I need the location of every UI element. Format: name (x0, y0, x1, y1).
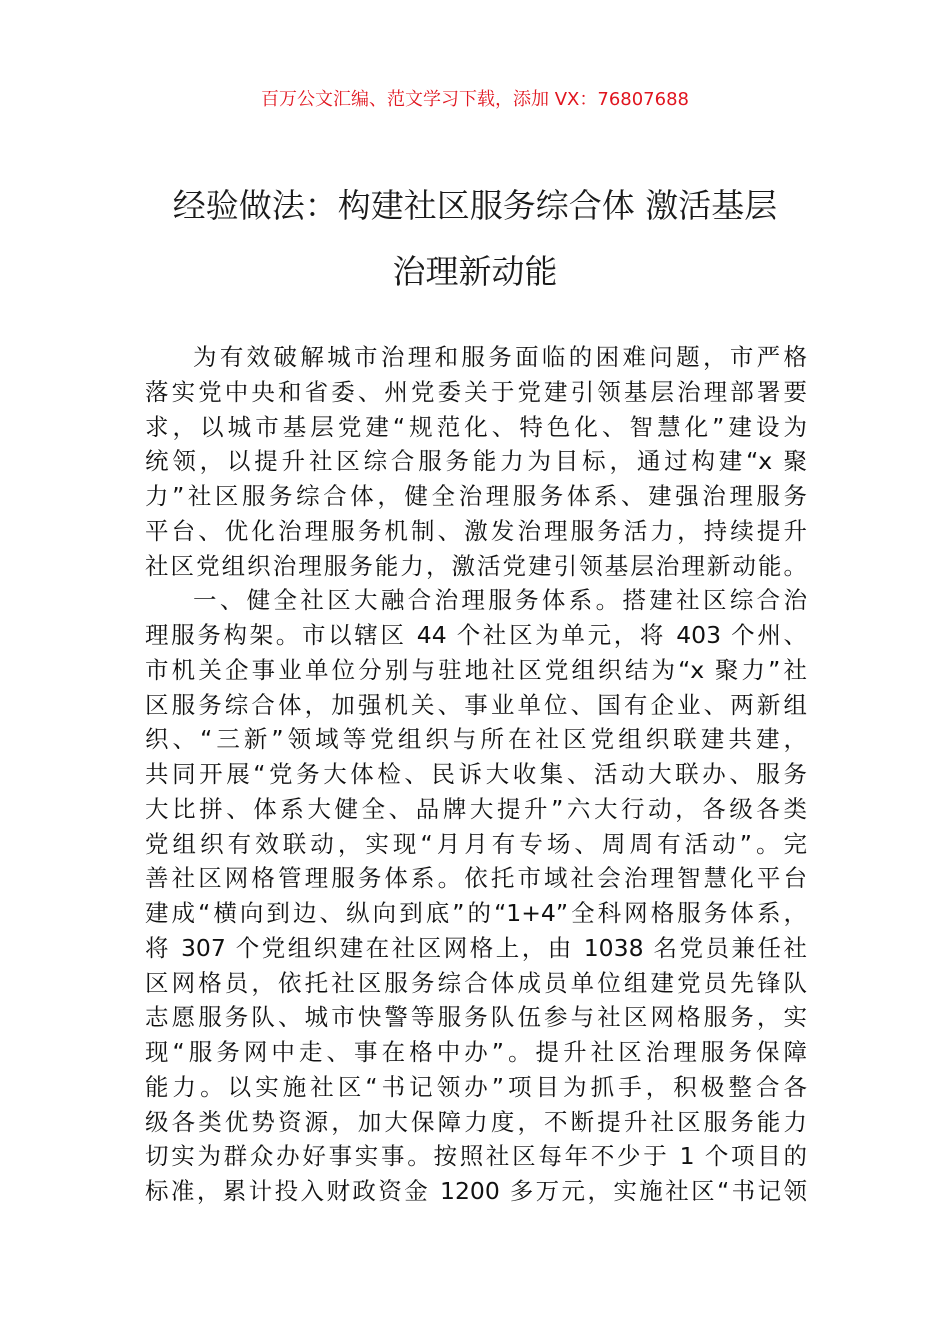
document-title-line-1: 经验做法：构建社区服务综合体 激活基层 (172, 186, 778, 225)
body-text-line: 级各类优势资源，加大保障力度，不断提升社区服务能力 (145, 1107, 807, 1136)
body-text-line: 建成“横向到边、纵向到底”的“1+4”全科网格服务体系， (145, 899, 807, 927)
body-text-line: 能力。以实施社区“书记领办”项目为抓手，积极整合各 (145, 1072, 807, 1101)
body-text-line: 党组织有效联动，实现“月月有专场、周周有活动”。完 (145, 829, 807, 858)
body-text-line: 为有效破解城市治理和服务面临的困难问题，市严格 (193, 343, 807, 371)
body-text-line: 切实为群众办好事实事。按照社区每年不少于 1 个项目的 (145, 1142, 807, 1171)
body-text-line: 志愿服务队、城市快警等服务队伍参与社区网格服务，实 (145, 1003, 807, 1032)
body-text-line: 落实党中央和省委、州党委关于党建引领基层治理部署要 (145, 377, 807, 406)
body-text-line: 标准，累计投入财政资金 1200 多万元，实施社区“书记领 (145, 1177, 807, 1205)
document-body (145, 340, 807, 1209)
body-text-line: 织、“三新”领域等党组织与所在社区党组织联建共建， (145, 725, 807, 754)
body-text-line: 一、健全社区大融合治理服务体系。搭建社区综合治 (193, 586, 807, 615)
body-text-line: 将 307 个党组织建在社区网格上，由 1038 名党员兼任社 (145, 933, 807, 962)
body-text-line: 社区党组织治理服务能力，激活党建引领基层治理新动能。 (145, 551, 807, 580)
watermark-header: 百万公文汇编、范文学习下载，添加 VX：76807688 (261, 89, 689, 110)
document-title-line-2: 治理新动能 (392, 252, 558, 291)
body-text-line: 共同开展“党务大体检、民诉大收集、活动大联办、服务 (145, 760, 807, 788)
body-text-line: 善社区网格管理服务体系。依托市域社会治理智慧化平台 (145, 864, 807, 893)
body-text-line: 市机关企事业单位分别与驻地社区党组织结为“x 聚力”社 (145, 655, 807, 684)
body-text-line: 区服务综合体，加强机关、事业单位、国有企业、两新组 (145, 690, 807, 719)
body-text-line: 理服务构架。市以辖区 44 个社区为单元，将 403 个州、 (145, 621, 807, 649)
body-text-line: 大比拼、体系大健全、品牌大提升”六大行动，各级各类 (145, 794, 807, 823)
body-text-line: 现“服务网中走、事在格中办”。提升社区治理服务保障 (145, 1038, 807, 1066)
body-text-line: 统领，以提升社区综合服务能力为目标，通过构建“x 聚 (145, 447, 807, 476)
body-text-line: 力”社区服务综合体，健全治理服务体系、建强治理服务 (145, 482, 807, 510)
body-text-line: 区网格员，依托社区服务综合体成员单位组建党员先锋队 (145, 968, 807, 997)
body-text-line: 平台、优化治理服务机制、激发治理服务活力，持续提升 (145, 516, 807, 545)
body-text-line: 求，以城市基层党建“规范化、特色化、智慧化”建设为 (145, 412, 807, 441)
